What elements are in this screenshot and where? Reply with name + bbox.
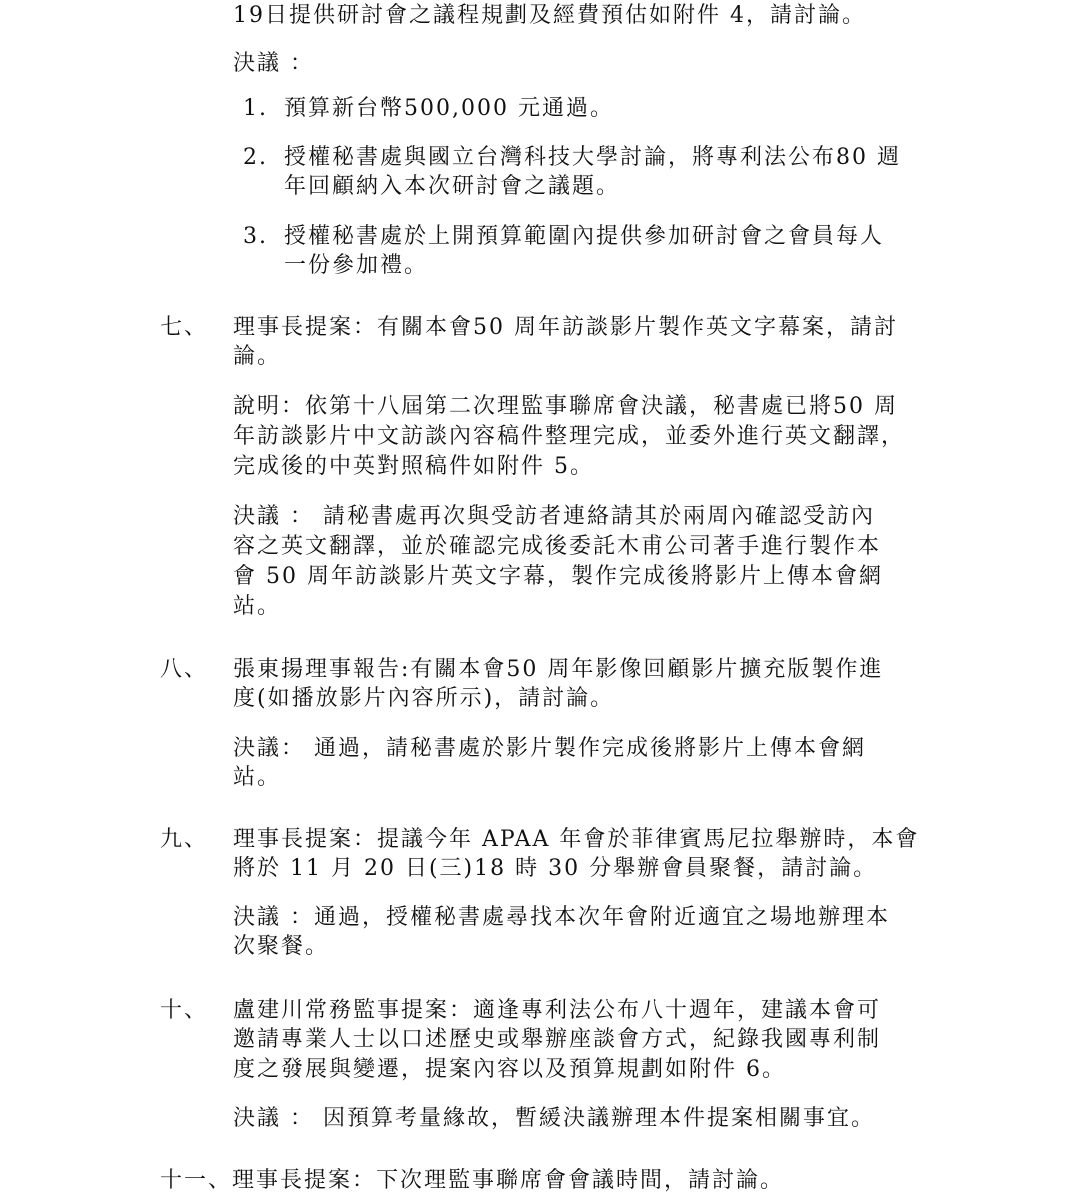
section-resolution: 站。 <box>233 765 282 790</box>
section-number: 七、 <box>160 315 209 340</box>
section-resolution: 決議 ： 請秘書處再次與受訪者連絡請其於兩周內確認受訪內 <box>233 504 875 529</box>
section-resolution: 決議 ： 因預算考量緣故，暫緩決議辦理本件提案相關事宜。 <box>233 1106 875 1131</box>
section-resolution: 容之英文翻譯，並於確認完成後委託木甫公司著手進行製作本 <box>233 534 882 559</box>
item-text: 年回顧納入本次研討會之議題。 <box>284 174 621 199</box>
section-title: 理事長提案：有關本會50 周年訪談影片製作英文字幕案，請討 <box>233 315 898 340</box>
item-text: 一份參加禮。 <box>284 253 429 278</box>
section-title: 度之發展與變遷，提案內容以及預算規劃如附件 6。 <box>233 1057 786 1082</box>
section-resolution: 站。 <box>233 594 282 619</box>
section-title: 論。 <box>233 344 282 369</box>
section-title: 張東揚理事報告:有關本會50 周年影像回顧影片擴充版製作進 <box>233 657 884 682</box>
item-number: 2. <box>243 145 268 170</box>
section-number: 八、 <box>160 657 209 682</box>
section-title: 理事長提案：提議今年 APAA 年會於菲律賓馬尼拉舉辦時，本會 <box>233 827 920 852</box>
section-title: 邀請專業人士以口述歷史或舉辦座談會方式，紀錄我國專利制 <box>233 1027 882 1052</box>
section-title: 盧建川常務監事提案：適逢專利法公布八十週年，建議本會可 <box>233 998 882 1023</box>
section-resolution: 決議 ：通過，授權秘書處尋找本次年會附近適宜之場地辦理本 <box>233 905 890 930</box>
item-text: 授權秘書處於上開預算範圍內提供參加研討會之會員每人 <box>284 224 885 249</box>
section-description: 年訪談影片中文訪談內容稿件整理完成，並委外進行英文翻譯， <box>233 424 906 449</box>
section-resolution: 決議： 通過，請秘書處於影片製作完成後將影片上傳本會網 <box>233 736 866 761</box>
section-description: 說明：依第十八屆第二次理監事聯席會決議，秘書處已將50 周 <box>233 394 898 419</box>
item-number: 1. <box>243 96 268 121</box>
intro-line: 19日提供研討會之議程規劃及經費預估如附件 4，請討論。 <box>233 3 866 28</box>
section-resolution: 會 50 周年訪談影片英文字幕，製作完成後將影片上傳本會網 <box>233 564 883 589</box>
resolution-label: 決議 ： <box>233 51 314 76</box>
item-text: 授權秘書處與國立台灣科技大學討論，將專利法公布80 週 <box>284 145 901 170</box>
section-title: 十一、理事長提案：下次理監事聯席會會議時間，請討論。 <box>160 1168 785 1193</box>
section-number: 十、 <box>160 998 209 1023</box>
section-resolution: 次聚餐。 <box>233 934 330 959</box>
section-number: 九、 <box>160 827 209 852</box>
section-title: 將於 11 月 20 日(三)18 時 30 分舉辦會員聚餐，請討論。 <box>233 856 878 881</box>
item-number: 3. <box>243 224 268 249</box>
section-title: 度(如播放影片內容所示)，請討論。 <box>233 686 615 711</box>
item-text: 預算新台幣500,000 元通過。 <box>284 96 614 121</box>
section-description: 完成後的中英對照稿件如附件 5。 <box>233 454 594 479</box>
